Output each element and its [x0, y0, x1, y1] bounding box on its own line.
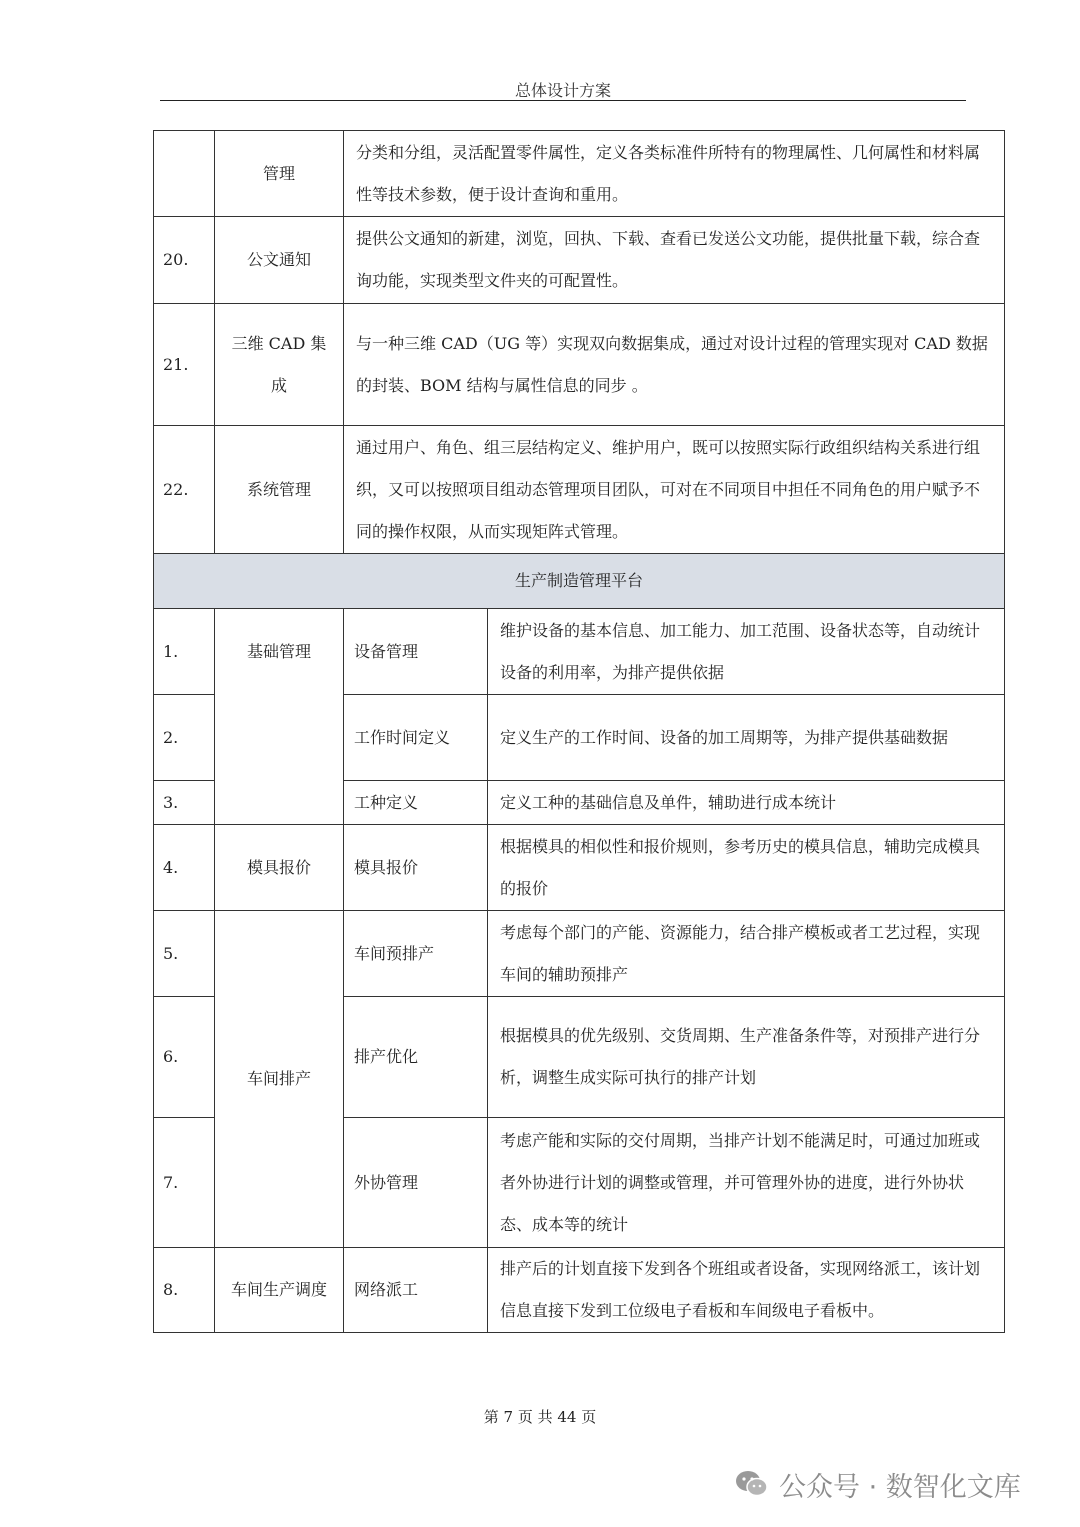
category-cell: 公文通知 — [215, 217, 344, 304]
row-number: 2. — [154, 695, 215, 781]
description-cell: 根据模具的优先级别、交货周期、生产准备条件等，对预排产进行分析，调整生成实际可执行的排产计划 — [488, 997, 1005, 1118]
category-cell: 车间排产 — [215, 911, 344, 1248]
wechat-icon — [735, 1469, 769, 1499]
row-number: 8. — [154, 1248, 215, 1333]
category-cell: 系统管理 — [215, 426, 344, 554]
description-cell: 维护设备的基本信息、加工能力、加工范围、设备状态等，自动统计设备的利用率，为排产提供依据 — [488, 609, 1005, 695]
category-label: 基础管理 — [246, 642, 311, 661]
description-cell: 根据模具的相似性和报价规则，参考历史的模具信息，辅助完成模具的报价 — [488, 825, 1005, 911]
watermark — [735, 1466, 1021, 1502]
row-number: 6. — [154, 997, 215, 1118]
page-header-title: 总体设计方案 — [514, 81, 611, 100]
header-divider — [160, 100, 966, 101]
row-number: 1. — [154, 609, 215, 695]
subcategory-cell: 排产优化 — [344, 997, 488, 1118]
category-cell: 车间生产调度 — [215, 1248, 344, 1333]
spec-table — [153, 130, 1005, 1333]
subcategory-cell: 外协管理 — [344, 1118, 488, 1248]
category-cell: 管理 — [215, 131, 344, 217]
page-number: 第 7 页 共 44 页 — [483, 1408, 597, 1426]
row-number: 21. — [154, 304, 215, 426]
table-row — [154, 1248, 1005, 1333]
description-cell: 与一种三维 CAD（UG 等）实现双向数据集成，通过对设计过程的管理实现对 CAD 数据的封装、BOM 结构与属性信息的同步 。 — [344, 304, 1005, 426]
description-cell: 提供公文通知的新建，浏览，回执、下载、查看已发送公文功能，提供批量下载，综合查询功能，实现类型文件夹的可配置性。 — [344, 217, 1005, 304]
section-header-row — [154, 554, 1005, 609]
table-row — [154, 131, 1005, 217]
row-number: 5. — [154, 911, 215, 997]
description-cell: 考虑每个部门的产能、资源能力，结合排产模板或者工艺过程，实现车间的辅助预排产 — [488, 911, 1005, 997]
table-row — [154, 426, 1005, 554]
row-number: 20. — [154, 217, 215, 304]
subcategory-cell: 车间预排产 — [344, 911, 488, 997]
description-cell: 定义工种的基础信息及单件，辅助进行成本统计 — [488, 781, 1005, 825]
table-row — [154, 304, 1005, 426]
description-cell: 通过用户、角色、组三层结构定义、维护用户，既可以按照实际行政组织结构关系进行组织，又可以按照项目组动态管理项目团队，可对在不同项目中担任不同角色的用户赋予不同的操作权限，从而实现矩阵式管理。 — [344, 426, 1005, 554]
table-row — [154, 609, 1005, 695]
subcategory-cell: 工作时间定义 — [344, 695, 488, 781]
category-cell — [215, 609, 344, 825]
section-title: 生产制造管理平台 — [154, 554, 1005, 609]
subcategory-cell: 模具报价 — [344, 825, 488, 911]
description-cell: 排产后的计划直接下发到各个班组或者设备，实现网络派工，该计划信息直接下发到工位级电子看板和车间级电子看板中。 — [488, 1248, 1005, 1333]
table-row — [154, 825, 1005, 911]
row-number: 3. — [154, 781, 215, 825]
row-number: 22. — [154, 426, 215, 554]
row-number: 7. — [154, 1118, 215, 1248]
category-cell: 三维 CAD 集成 — [215, 304, 344, 426]
subcategory-cell: 工种定义 — [344, 781, 488, 825]
row-number: 4. — [154, 825, 215, 911]
row-number — [154, 131, 215, 217]
description-cell: 分类和分组，灵活配置零件属性，定义各类标准件所特有的物理属性、几何属性和材料属性等技术参数，便于设计查询和重用。 — [344, 131, 1005, 217]
subcategory-cell: 网络派工 — [344, 1248, 488, 1333]
table-row — [154, 911, 1005, 997]
description-cell: 考虑产能和实际的交付周期，当排产计划不能满足时，可通过加班或者外协进行计划的调整或管理，并可管理外协的进度，进行外协状态、成本等的统计 — [488, 1118, 1005, 1248]
table-row — [154, 217, 1005, 304]
description-cell: 定义生产的工作时间、设备的加工周期等，为排产提供基础数据 — [488, 695, 1005, 781]
watermark-text: 公众号 · 数智化文库 — [779, 1471, 1021, 1503]
subcategory-cell: 设备管理 — [344, 609, 488, 695]
category-cell: 模具报价 — [215, 825, 344, 911]
